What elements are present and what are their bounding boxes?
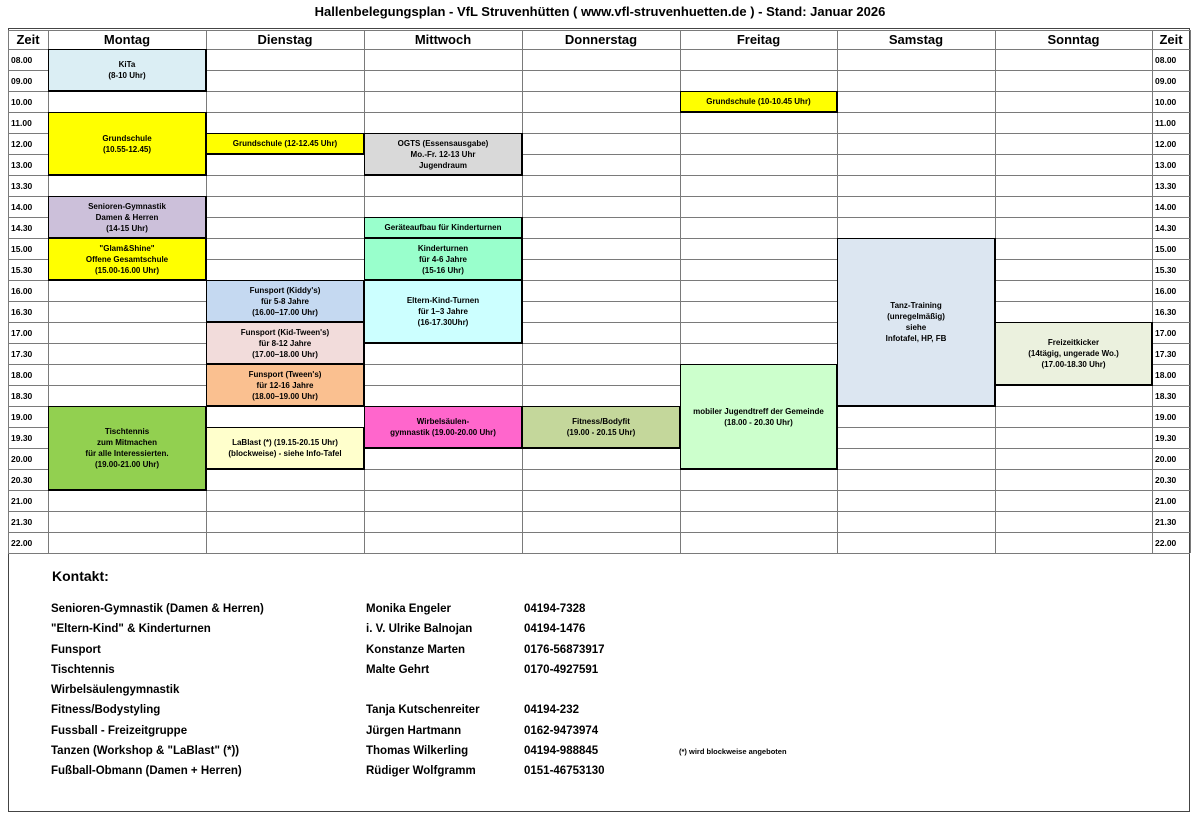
time-label-right: 22.00: [1155, 537, 1177, 548]
event-text-line: Geräteaufbau für Kinderturnen: [384, 223, 502, 232]
contact-activity: Tischtennis: [51, 663, 115, 676]
grid-row-line: [8, 301, 1190, 302]
event-text-line: (14tägig, ungerade Wo.): [1028, 349, 1119, 358]
time-label-right: 09.00: [1155, 75, 1177, 86]
event-text-line: für 12-16 Jahre: [256, 380, 314, 390]
contact-activity: Fitness/Bodystyling: [51, 704, 161, 717]
event-text-line: (16.00–17.00 Uhr): [252, 307, 318, 317]
schedule-event[interactable]: [364, 133, 523, 176]
event-text-line: Damen & Herren: [95, 212, 159, 222]
event-text-line: KiTa: [118, 60, 136, 69]
event-text-line: für 8-12 Jahre: [258, 338, 312, 348]
grid-column-line: [8, 30, 9, 553]
time-label-right: 13.00: [1155, 159, 1177, 170]
contact-activity: "Eltern-Kind" & Kinderturnen: [51, 623, 211, 636]
event-text-line: Grundschule (10-10.45 Uhr): [706, 97, 811, 106]
event-text-line: zum Mitmachen: [96, 438, 157, 447]
event-text-line: (unregelmäßig): [887, 312, 945, 321]
schedule-event[interactable]: [364, 217, 523, 239]
event-text-line: Mo.-Fr. 12-13 Uhr: [410, 149, 476, 159]
contact-phone: 04194-232: [524, 704, 579, 717]
contact-activity: Funsport: [51, 643, 101, 656]
time-label-left: 18.30: [11, 390, 33, 401]
event-text-line: für alle Interessierten.: [85, 449, 169, 458]
event-text-line: siehe: [905, 323, 927, 332]
time-label-right: 16.00: [1155, 285, 1177, 296]
schedule-event[interactable]: [522, 406, 681, 449]
event-text-line: (17.00–18.00 Uhr): [252, 349, 318, 359]
time-label-right: 17.00: [1155, 327, 1177, 338]
header-day-6: Samstag: [888, 32, 944, 47]
schedule-event[interactable]: [48, 238, 207, 281]
event-text-line: OGTS (Essensausgabe): [397, 138, 489, 148]
time-label-left: 15.00: [11, 243, 33, 254]
event-text-line: Tischtennis: [104, 427, 150, 436]
time-label-left: 14.00: [11, 201, 33, 212]
time-label-right: 08.00: [1155, 54, 1177, 65]
schedule-event[interactable]: [48, 196, 207, 239]
event-text-line: Tanz-Training: [890, 301, 942, 310]
header-day-1: Montag: [103, 32, 151, 47]
contact-phone: 04194-1476: [524, 623, 586, 636]
schedule-event[interactable]: [206, 280, 365, 323]
contact-name: Rüdiger Wolfgramm: [366, 765, 476, 777]
schedule-event[interactable]: [680, 364, 838, 470]
schedule-event[interactable]: [837, 238, 996, 407]
time-label-left: 08.00: [11, 54, 33, 65]
event-text-line: LaBlast (*) (19.15-20.15 Uhr): [232, 438, 338, 447]
grid-column-line: [1190, 30, 1191, 553]
event-text-line: Freizeitkicker: [1047, 338, 1100, 347]
grid-column-line: [1152, 30, 1153, 553]
event-text-line: (10.55-12.45): [102, 144, 152, 154]
event-text-line: Jugendraum: [418, 160, 467, 170]
event-text-line: für 4-6 Jahre: [418, 254, 468, 264]
contact-name: Tanja Kutschenreiter: [366, 704, 480, 717]
footnote: (*) wird blockweise angeboten: [679, 746, 787, 756]
contact-name: Monika Engeler: [366, 603, 451, 615]
contact-title: Kontakt:: [52, 568, 109, 584]
schedule-event[interactable]: [206, 427, 365, 470]
time-label-right: 14.00: [1155, 201, 1177, 212]
contact-activity: Tanzen (Workshop & "LaBlast" (*)): [51, 744, 240, 757]
schedule-event[interactable]: [364, 238, 523, 281]
time-label-right: 17.30: [1155, 348, 1177, 359]
time-label-right: 20.00: [1155, 453, 1177, 464]
time-label-right: 13.30: [1155, 180, 1177, 191]
event-text-line: Funsport (Kid-Tween's): [240, 327, 330, 337]
grid-row-line: [8, 532, 1190, 533]
time-label-left: 17.30: [11, 348, 33, 359]
event-text-line: (19.00 - 20.15 Uhr): [566, 428, 636, 437]
contact-name: i. V. Ulrike Balnojan: [366, 623, 473, 636]
header-zeit-right: Zeit: [1159, 32, 1183, 47]
schedule-event[interactable]: [206, 364, 365, 407]
event-text-line: Fitness/Bodyfit: [572, 417, 630, 426]
event-text-line: (16-17.30Uhr): [417, 318, 469, 327]
event-text-line: (18.00–19.00 Uhr): [252, 391, 318, 401]
time-label-right: 15.30: [1155, 264, 1177, 275]
time-label-left: 13.30: [11, 180, 33, 191]
event-text-line: mobiler Jugendtreff der Gemeinde: [693, 406, 824, 416]
header-zeit-left: Zeit: [16, 32, 40, 47]
time-label-left: 18.00: [11, 369, 33, 380]
time-label-left: 16.00: [11, 285, 33, 296]
event-text-line: "Glam&Shine": [99, 243, 155, 253]
contact-phone: 0151-46753130: [524, 765, 605, 777]
header-day-2: Dienstag: [257, 32, 313, 47]
contact-phone: 0170-4927591: [524, 663, 599, 676]
header-day-4: Donnerstag: [564, 32, 638, 47]
time-label-left: 09.00: [11, 75, 33, 86]
event-text-line: Funsport (Kiddy's): [249, 285, 321, 295]
time-label-left: 20.00: [11, 453, 33, 464]
schedule-event[interactable]: [680, 91, 838, 113]
time-label-right: 19.30: [1155, 432, 1177, 443]
schedule-event[interactable]: [48, 406, 207, 491]
time-label-right: 20.30: [1155, 474, 1177, 485]
event-text-line: (18.00 - 20.30 Uhr): [724, 417, 793, 427]
time-label-left: 19.30: [11, 432, 33, 443]
time-label-right: 21.00: [1155, 495, 1177, 506]
header-day-3: Mittwoch: [414, 32, 472, 47]
time-label-right: 19.00: [1155, 411, 1177, 422]
event-text-line: Kinderturnen: [417, 243, 469, 253]
time-label-left: 17.00: [11, 327, 33, 338]
time-label-left: 22.00: [11, 537, 33, 548]
time-label-left: 15.30: [11, 264, 33, 275]
page-title: Hallenbelegungsplan - VfL Struvenhütten ( www.vfl-struvenhuetten.de ) - Stand: Januar 2026: [314, 4, 886, 19]
contact-activity: Senioren-Gymnastik (Damen & Herren): [51, 603, 264, 615]
schedule-event[interactable]: [206, 322, 365, 365]
event-text-line: (15.00-16.00 Uhr): [94, 265, 160, 275]
time-label-right: 21.30: [1155, 516, 1177, 527]
event-text-line: Eltern-Kind-Turnen: [406, 296, 480, 305]
schedule-event[interactable]: [206, 133, 365, 155]
contact-phone: 0176-56873917: [524, 643, 605, 656]
time-label-left: 14.30: [11, 222, 33, 233]
time-label-left: 19.00: [11, 411, 33, 422]
header-day-7: Sonntag: [1047, 32, 1100, 47]
time-label-left: 21.30: [11, 516, 33, 527]
event-text-line: (17.00-18.30 Uhr): [1041, 360, 1106, 369]
contact-section: [8, 560, 1190, 812]
event-text-line: (15-16 Uhr): [422, 265, 464, 275]
contact-name: Jürgen Hartmann: [366, 724, 462, 737]
schedule-event[interactable]: [48, 49, 207, 92]
event-text-line: Wirbelsäulen-: [416, 417, 470, 426]
event-text-line: für 5-8 Jahre: [260, 296, 310, 306]
time-label-left: 12.00: [11, 138, 33, 149]
schedule-event[interactable]: [364, 406, 523, 449]
event-text-line: gymnastik (19.00-20.00 Uhr): [390, 428, 496, 437]
event-text-line: Senioren-Gymnastik: [88, 201, 166, 211]
grid-row-line: [8, 511, 1190, 512]
time-label-right: 11.00: [1155, 117, 1176, 128]
grid-header-line: [8, 30, 1190, 31]
time-label-left: 16.30: [11, 306, 33, 317]
contact-name: Konstanze Marten: [366, 643, 466, 656]
schedule-event[interactable]: [364, 280, 523, 344]
schedule-event[interactable]: [995, 322, 1153, 386]
time-label-right: 18.00: [1155, 369, 1177, 380]
grid-row-line: [8, 553, 1190, 554]
time-label-left: 13.00: [11, 159, 33, 170]
time-label-right: 12.00: [1155, 138, 1177, 149]
contact-phone: 04194-7328: [524, 603, 586, 615]
header-day-5: Freitag: [736, 32, 781, 47]
time-label-left: 10.00: [11, 96, 33, 107]
time-label-right: 15.00: [1155, 243, 1177, 254]
contact-phone: 04194-988845: [524, 744, 599, 757]
event-text-line: Grundschule (12-12.45 Uhr): [232, 139, 338, 148]
time-label-right: 16.30: [1155, 306, 1177, 317]
event-text-line: (14-15 Uhr): [106, 223, 148, 233]
time-label-right: 14.30: [1155, 222, 1177, 233]
event-text-line: Offene Gesamtschule: [85, 254, 169, 264]
schedule-event[interactable]: [48, 112, 207, 176]
time-label-left: 21.00: [11, 495, 33, 506]
contact-activity: Wirbelsäulengymnastik: [51, 684, 180, 696]
time-label-right: 18.30: [1155, 390, 1177, 401]
event-text-line: für 1–3 Jahre: [418, 307, 468, 316]
event-text-line: (19.00-21.00 Uhr): [94, 460, 160, 469]
time-label-left: 11.00: [11, 117, 32, 128]
event-text-line: (8-10 Uhr): [108, 71, 146, 80]
event-text-line: Infotafel, HP, FB: [885, 334, 947, 343]
contact-name: Thomas Wilkerling: [366, 744, 469, 757]
event-text-line: (blockweise) - siehe Info-Tafel: [228, 449, 342, 458]
event-text-line: Funsport (Tween's): [248, 369, 322, 379]
contact-phone: 0162-9473974: [524, 724, 599, 737]
time-label-left: 20.30: [11, 474, 33, 485]
contact-activity: Fussball - Freizeitgruppe: [51, 724, 188, 737]
contact-activity: Fußball-Obmann (Damen + Herren): [51, 765, 242, 777]
event-text-line: Grundschule: [102, 133, 152, 143]
time-label-right: 10.00: [1155, 96, 1177, 107]
contact-name: Malte Gehrt: [366, 663, 430, 676]
